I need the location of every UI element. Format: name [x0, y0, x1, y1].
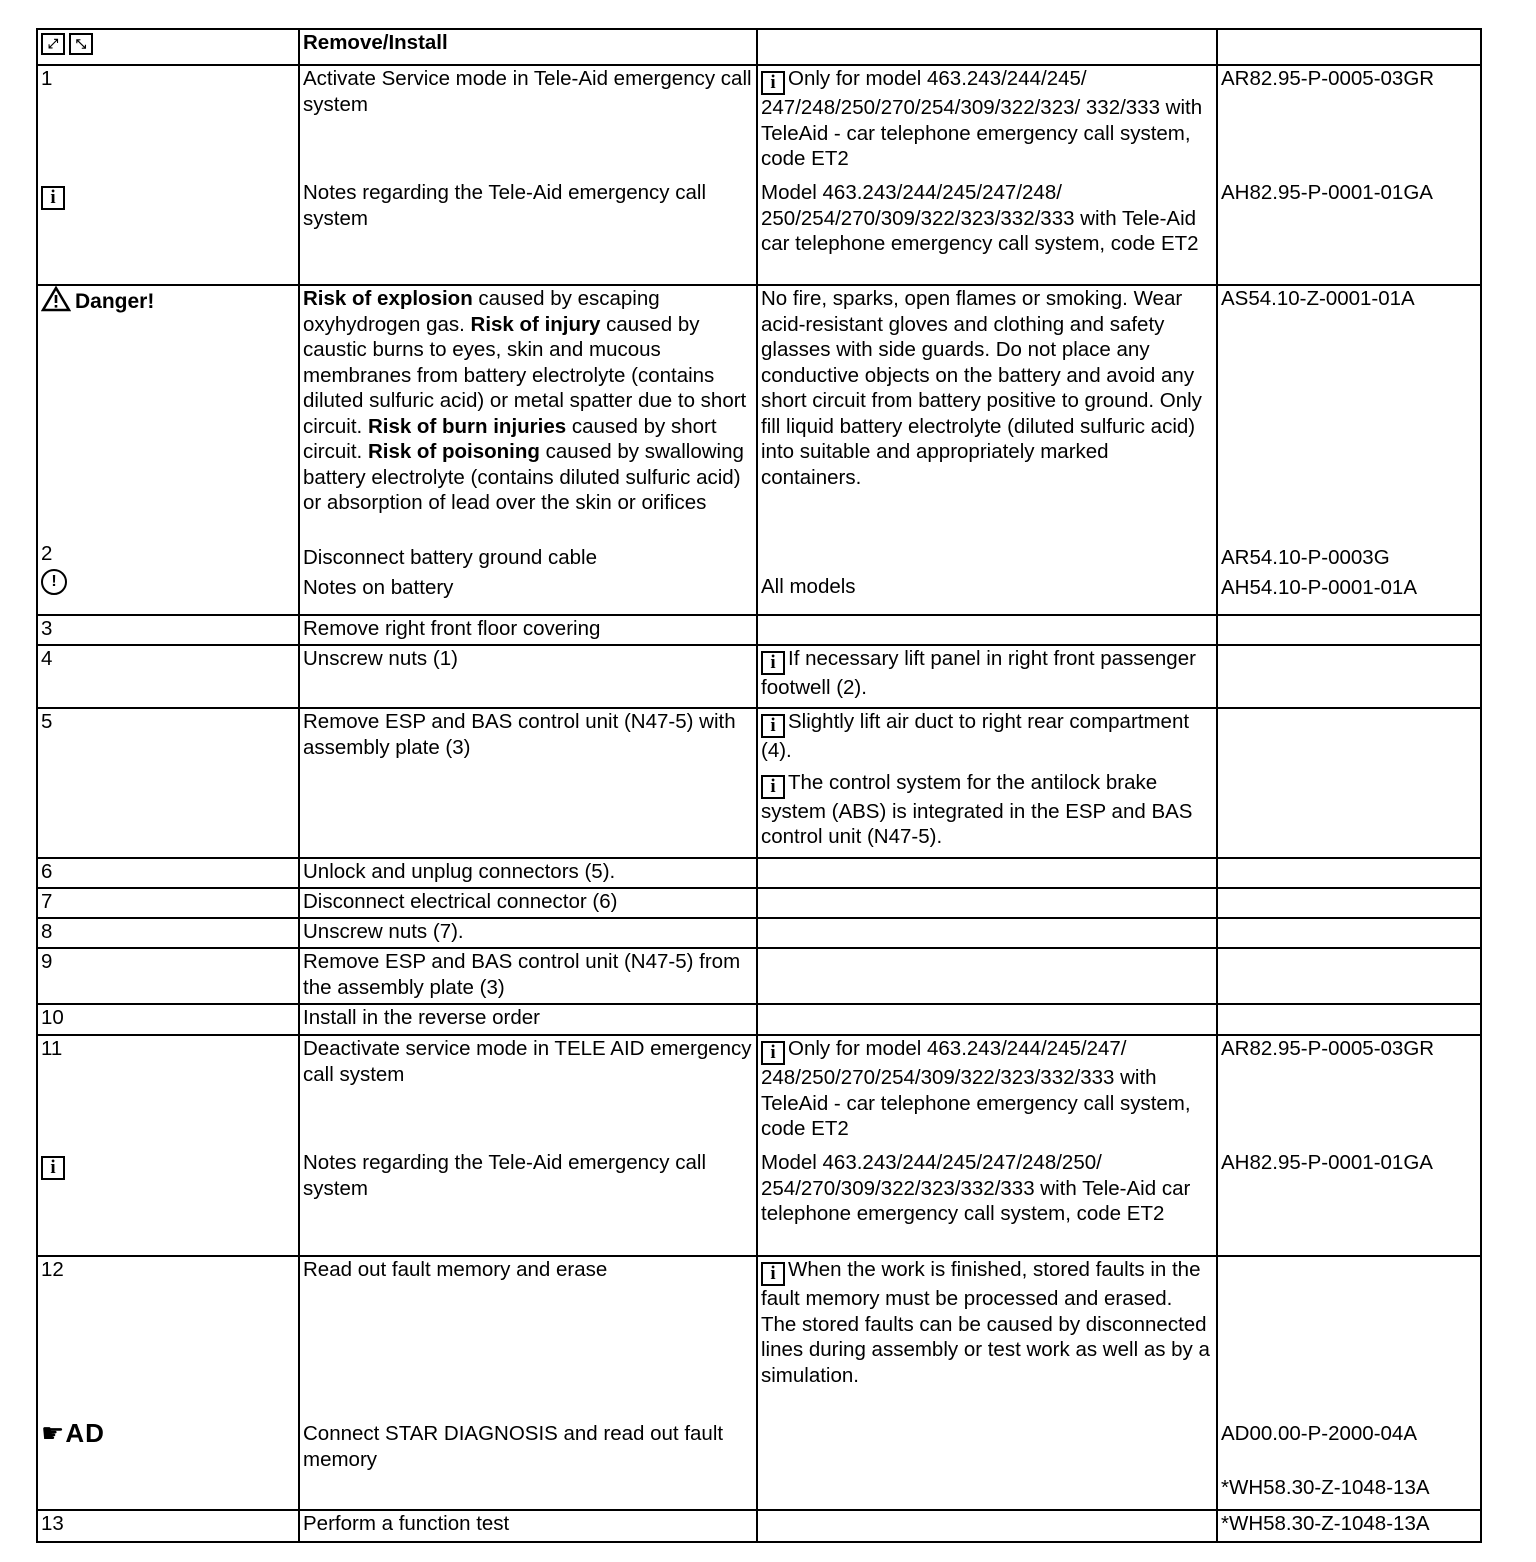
table-row	[37, 948, 1481, 1004]
step-number: 13	[37, 1510, 299, 1542]
table-row	[37, 65, 1481, 285]
table-row	[37, 615, 1481, 645]
step-sub-reference: AD00.00-P-2000-04A	[1221, 1422, 1418, 1445]
step-note: When the work is finished, stored faults in the fault memory must be processed and erased. The stored faults can be caused by disconnected lines during assembly or test work as well as by a simulation.	[761, 1258, 1210, 1387]
info-icon: i	[761, 775, 785, 799]
step-number: 10	[37, 1004, 299, 1035]
step-number: 2	[41, 542, 53, 565]
step-action: Activate Service mode in Tele-Aid emergency call system	[303, 67, 752, 116]
step-action: Install in the reverse order	[299, 1004, 757, 1035]
step-reference: AR82.95-P-0005-03GR	[1221, 1037, 1435, 1060]
danger-note: No fire, sparks, open flames or smoking. Wear acid-resistant gloves and clothing and safety glasses with side guards. Do not place any conductive objects on the battery and avoid any short circuit from battery positive to ground. Only fill liquid battery electrolyte (diluted sulfuric acid) into suitable and appropriately marked containers.	[761, 287, 1202, 489]
info-icon: i	[761, 714, 785, 738]
step-sub-action: Connect STAR DIAGNOSIS and read out fault memory	[303, 1422, 724, 1471]
step-action: Deactivate service mode in TELE AID emergency call system	[303, 1037, 752, 1086]
step-sub-action: Notes regarding the Tele-Aid emergency call system	[303, 181, 707, 230]
table-row	[37, 645, 1481, 708]
table-row	[37, 1256, 1481, 1510]
danger-row	[37, 285, 1481, 615]
info-icon: i	[41, 1156, 65, 1180]
warning-triangle-icon	[41, 286, 71, 312]
info-icon: i	[761, 1041, 785, 1065]
step-reference: *WH58.30-Z-1048-13A	[1217, 1510, 1481, 1542]
info-icon: i	[761, 651, 785, 675]
header-title-cell	[299, 29, 757, 65]
danger-reference: AS54.10-Z-0001-01A	[1221, 287, 1415, 310]
step-number: 9	[37, 948, 299, 1004]
step-note: If necessary lift panel in right front passenger footwell (2).	[761, 647, 1196, 699]
step-number: 12	[41, 1258, 64, 1281]
expand-icon: ⤢	[41, 33, 65, 55]
battery-notes-icon: !	[41, 569, 67, 595]
info-icon: i	[761, 71, 785, 95]
table-row	[37, 1035, 1481, 1256]
step-number: 6	[37, 858, 299, 888]
step-sub-note: Model 463.243/244/245/247/248/250/ 254/270/309/322/323/332/333 with Tele-Aid car telephone emergency call system, code ET2	[761, 1151, 1191, 1225]
step-note: Only for model 463.243/244/245/247/ 248/250/270/254/309/322/323/332/333 with TeleAid - car telephone emergency call system, code ET2	[761, 1037, 1191, 1140]
diagnosis-icon: ☛AD	[41, 1418, 105, 1448]
step-reference: AR54.10-P-0003G	[1221, 546, 1390, 569]
table-row	[37, 1004, 1481, 1035]
step-sub-action: Notes regarding the Tele-Aid emergency call system	[303, 1151, 707, 1200]
page-title: Remove/Install	[303, 31, 448, 54]
step-sub-action: Notes on battery	[303, 575, 454, 599]
step-number: 3	[37, 615, 299, 645]
danger-text: Risk of explosion caused by escaping oxyhydrogen gas. Risk of injury caused by caustic burns to eyes, skin and mucous membranes from battery electrolyte (contains diluted sulfuric acid) or metal spatter due to short circuit. Risk of burn injuries caused by short circuit. Risk of poisoning caused by swallowing battery electrolyte (contains diluted sulfuric acid) or absorption of lead over the skin or orifices	[303, 287, 747, 514]
step-sub-note: Model 463.243/244/245/247/248/ 250/254/270/309/322/323/332/333 with Tele-Aid car telephone emergency call system, code ET2	[761, 181, 1199, 255]
step-note: Only for model 463.243/244/245/ 247/248/250/270/254/309/322/323/ 332/333 with TeleAid - car telephone emergency call system, code ET2	[761, 67, 1203, 170]
collapse-icon: ⤡	[69, 33, 93, 55]
step-number: 5	[37, 708, 299, 858]
step-reference: AR82.95-P-0005-03GR	[1221, 67, 1435, 90]
step-action: Disconnect battery ground cable	[303, 546, 598, 569]
step-action: Unscrew nuts (7).	[299, 918, 757, 948]
step-action: Perform a function test	[299, 1510, 757, 1542]
step-action: Unlock and unplug connectors (5).	[299, 858, 757, 888]
step-number: 8	[37, 918, 299, 948]
table-row	[37, 708, 1481, 858]
step-number: 1	[41, 67, 53, 90]
step-action: Unscrew nuts (1)	[299, 645, 757, 708]
step-sub-note: All models	[761, 575, 856, 598]
step-sub-reference: *WH58.30-Z-1048-13A	[1221, 1476, 1430, 1499]
danger-label: Danger!	[75, 290, 155, 313]
procedure-table	[36, 28, 1482, 1543]
danger-warning	[41, 286, 294, 541]
step-number: 11	[41, 1037, 63, 1060]
table-row	[37, 1510, 1481, 1542]
pointing-hand-icon: ☛	[41, 1418, 66, 1448]
step-action: Read out fault memory and erase	[303, 1258, 608, 1281]
step-sub-reference: AH82.95-P-0001-01GA	[1221, 181, 1433, 204]
table-row	[37, 858, 1481, 888]
info-icon: i	[761, 1262, 785, 1286]
table-row	[37, 888, 1481, 918]
step-action: Remove ESP and BAS control unit (N47-5) with assembly plate (3)	[299, 708, 757, 858]
step-number: 7	[37, 888, 299, 918]
step-action: Disconnect electrical connector (6)	[299, 888, 757, 918]
info-icon: i	[41, 186, 65, 210]
step-number: 4	[37, 645, 299, 708]
step-action: Remove right front floor covering	[299, 615, 757, 645]
step-sub-reference: AH54.10-P-0001-01A	[1221, 575, 1418, 599]
header-icons-cell	[37, 29, 299, 65]
step-action: Remove ESP and BAS control unit (N47-5) from the assembly plate (3)	[299, 948, 757, 1004]
header-row	[37, 29, 1481, 65]
step-note: The control system for the antilock brake system (ABS) is integrated in the ESP and BAS control unit (N47-5).	[761, 770, 1193, 848]
step-note: Slightly lift air duct to right rear compartment (4).	[761, 710, 1190, 762]
step-sub-reference: AH82.95-P-0001-01GA	[1221, 1151, 1433, 1174]
table-row	[37, 918, 1481, 948]
